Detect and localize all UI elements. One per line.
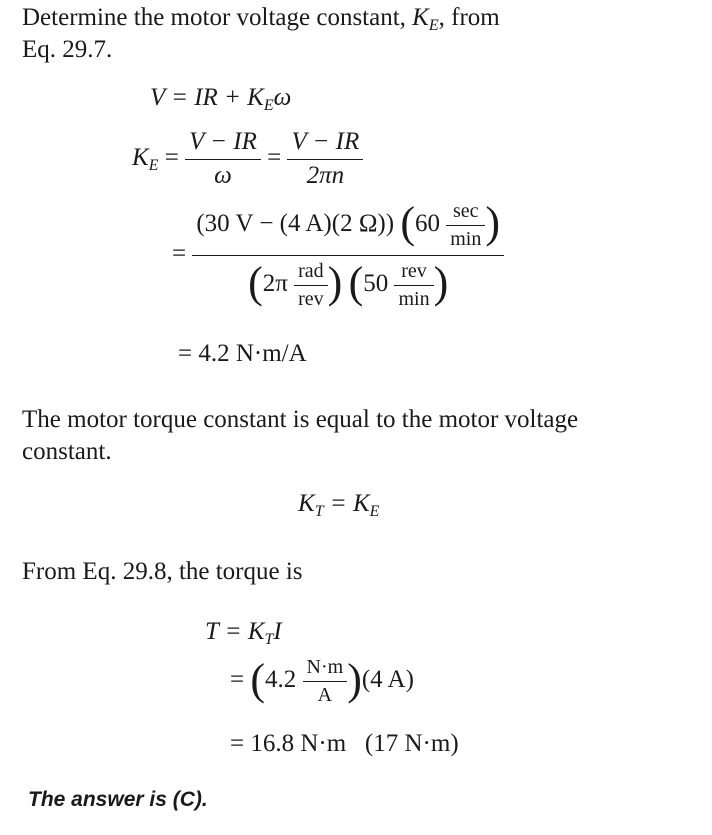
intro-after: , from — [438, 4, 500, 31]
para-torque-constant-1: The motor torque constant is equal to the motor voltage — [22, 406, 579, 433]
answer-statement: The answer is (C). — [28, 788, 208, 811]
ke-symbol: $K_E$ — [412, 4, 439, 34]
equation-ke-result: = 4.2 N·m/A — [178, 340, 307, 367]
numeric-fraction: (30 V − (4 A)(2 Ω)) (60 $\frac{\sec}{\min}$ ) (2π $\frac{\text{rad}}{\text{rev}}$ ) (50 $\frac{\text{rev}}{\min}$ ) — [192, 200, 504, 311]
intro-line-2: Eq. 29.7. — [22, 36, 113, 63]
intro-text: Determine the motor voltage constant, — [22, 4, 406, 31]
equation-torque-numeric: = (4.2 $\frac{N\cdot m}{A}$ )(4 A) — [230, 655, 414, 706]
equation-torque-result: = 16.8 N·m (17 N·m) — [230, 730, 459, 757]
equation-voltage: V = IR + $K_E\omega$ — [150, 84, 292, 114]
equation-kt-equals-ke: $K_T = K_E$ — [298, 490, 380, 520]
fraction-2: $\frac{V - IR}{2\pi n}$ — [287, 128, 363, 191]
equation-ke-numeric: = (30 V − (4 A)(2 Ω)) (60 $\frac{\sec}{\min}$ ) (2π $\frac{\text{rad}}{\text{rev}}$ ) (50 $\frac{\text{rev}}{\min}$ ) — [172, 200, 504, 311]
equation-ke-fractions: $K_E$ = $\frac{V - IR}{\omega}$ = $\frac{V - IR}{2\pi n}$ — [132, 128, 363, 191]
para-torque-intro: From Eq. 29.8, the torque is — [22, 558, 303, 585]
equation-torque: $T = K_TI$ — [205, 618, 282, 648]
fraction-1: $\frac{V - IR}{\omega}$ — [185, 128, 261, 191]
para-torque-constant-2: constant. — [22, 438, 112, 465]
